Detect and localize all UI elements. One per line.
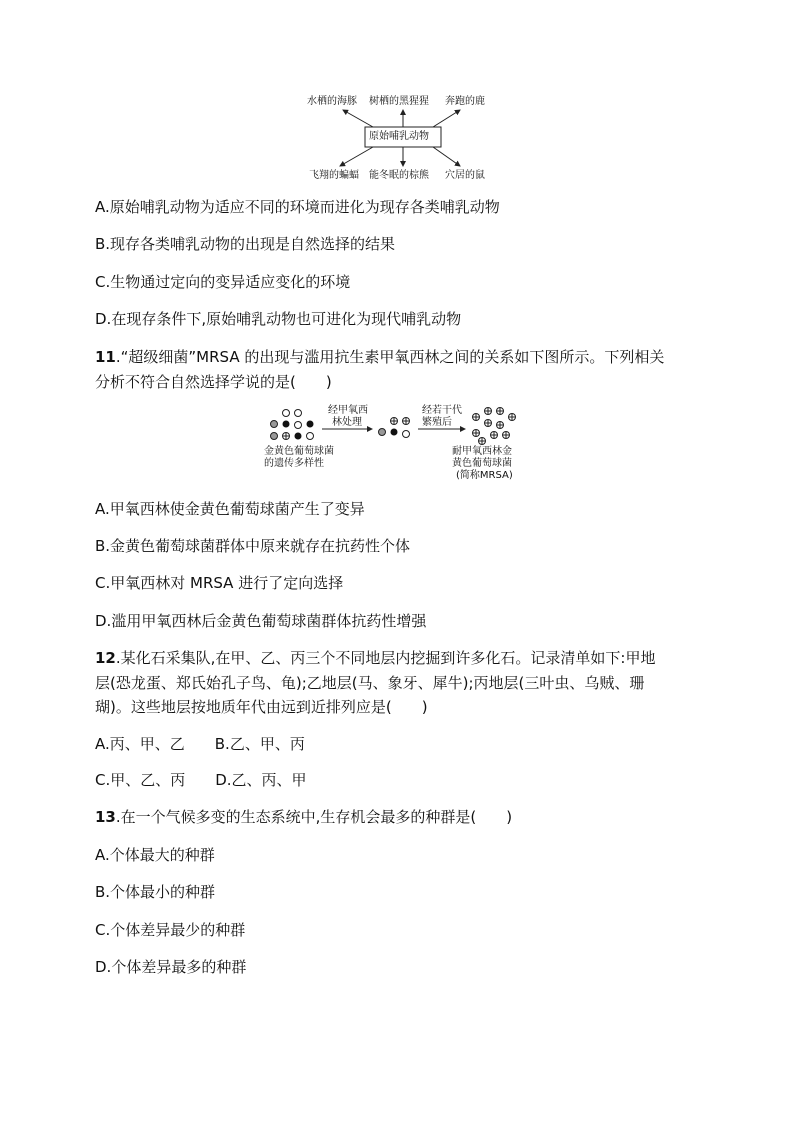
q13-option-d: D.个体差异最多的种群 — [95, 958, 247, 976]
top-label-chimp: 树栖的黑猩猩 — [369, 96, 429, 107]
q12-number: 12 — [95, 649, 116, 667]
q11-stem-line2: 分析不符合自然选择学说的是( ) — [95, 373, 332, 391]
q11-option-c: C.甲氧西林对 MRSA 进行了定向选择 — [95, 574, 344, 592]
bottom-label-bat: 飞翔的蝙蝠 — [309, 170, 359, 181]
mammal-evolution-diagram — [295, 90, 505, 185]
q12-stem-text: .某化石采集队,在甲、乙、丙三个不同地层内挖掘到许多化石。记录清单如下:甲地 — [115, 649, 656, 667]
q10-option-b: B.现存各类哺乳动物的出现是自然选择的结果 — [95, 235, 396, 253]
q13-option-c: C.个体差异最少的种群 — [95, 921, 246, 939]
q10-option-a: A.原始哺乳动物为适应不同的环境而进化为现存各类哺乳动物 — [95, 198, 500, 216]
arrow2-label-line1: 经若干代 — [422, 405, 462, 416]
top-label-deer: 奔跑的鹿 — [445, 96, 485, 107]
q11-option-a: A.甲氧西林使金黄色葡萄球菌产生了变异 — [95, 500, 365, 518]
q13-stem — [95, 807, 512, 827]
q11-stem-text: .“超级细菌”MRSA 的出现与滥用抗生素甲氧西林之间的关系如下图所示。下列相关 — [115, 348, 665, 366]
q11-stem-line1 — [95, 347, 664, 367]
bottom-label-bear: 能冬眠的棕熊 — [369, 170, 429, 181]
left-label-line1: 金黄色葡萄球菌 — [264, 446, 334, 457]
arrow1-label-line1: 经甲氧西 — [328, 405, 368, 416]
right-label-line2: 黄色葡萄球菌 — [452, 458, 512, 469]
arrow1-label-line2: 林处理 — [332, 417, 362, 428]
arrow2-label-line2: 繁殖后 — [422, 417, 452, 428]
q12-stem-line1 — [95, 648, 655, 668]
q11-option-b: B.金黄色葡萄球菌群体中原来就存在抗药性个体 — [95, 537, 411, 555]
left-label-line2: 的遗传多样性 — [264, 458, 324, 469]
center-label: 原始哺乳动物 — [369, 131, 429, 142]
q11-option-d: D.滥用甲氧西林后金黄色葡萄球菌群体抗药性增强 — [95, 612, 427, 630]
q10-option-c: C.生物通过定向的变异适应变化的环境 — [95, 273, 351, 291]
top-label-dolphin: 水栖的海豚 — [307, 96, 357, 107]
q12-stem-line2: 层(恐龙蛋、郑氏始孔子鸟、龟);乙地层(马、象牙、犀牛);丙地层(三叶虫、乌贼、珊 — [95, 674, 645, 692]
q10-option-d: D.在现存条件下,原始哺乳动物也可进化为现代哺乳动物 — [95, 310, 462, 328]
bottom-label-mouse: 穴居的鼠 — [445, 170, 485, 181]
q12-options-row1: A.丙、甲、乙 B.乙、甲、丙 — [95, 735, 305, 753]
mrsa-diagram — [260, 405, 540, 485]
q13-option-a: A.个体最大的种群 — [95, 846, 215, 864]
q12-stem-line3: 瑚)。这些地层按地质年代由远到近排列应是( ) — [95, 698, 428, 716]
q13-number: 13 — [95, 808, 116, 826]
q13-stem-text: .在一个气候多变的生态系统中,生存机会最多的种群是( ) — [115, 808, 513, 826]
q13-option-b: B.个体最小的种群 — [95, 883, 216, 901]
q12-options-row2: C.甲、乙、丙 D.乙、丙、甲 — [95, 771, 307, 789]
right-label-line1: 耐甲氧西林金 — [452, 446, 512, 457]
q11-number: 11 — [95, 348, 116, 366]
right-label-line3: (简称MRSA) — [456, 470, 513, 481]
